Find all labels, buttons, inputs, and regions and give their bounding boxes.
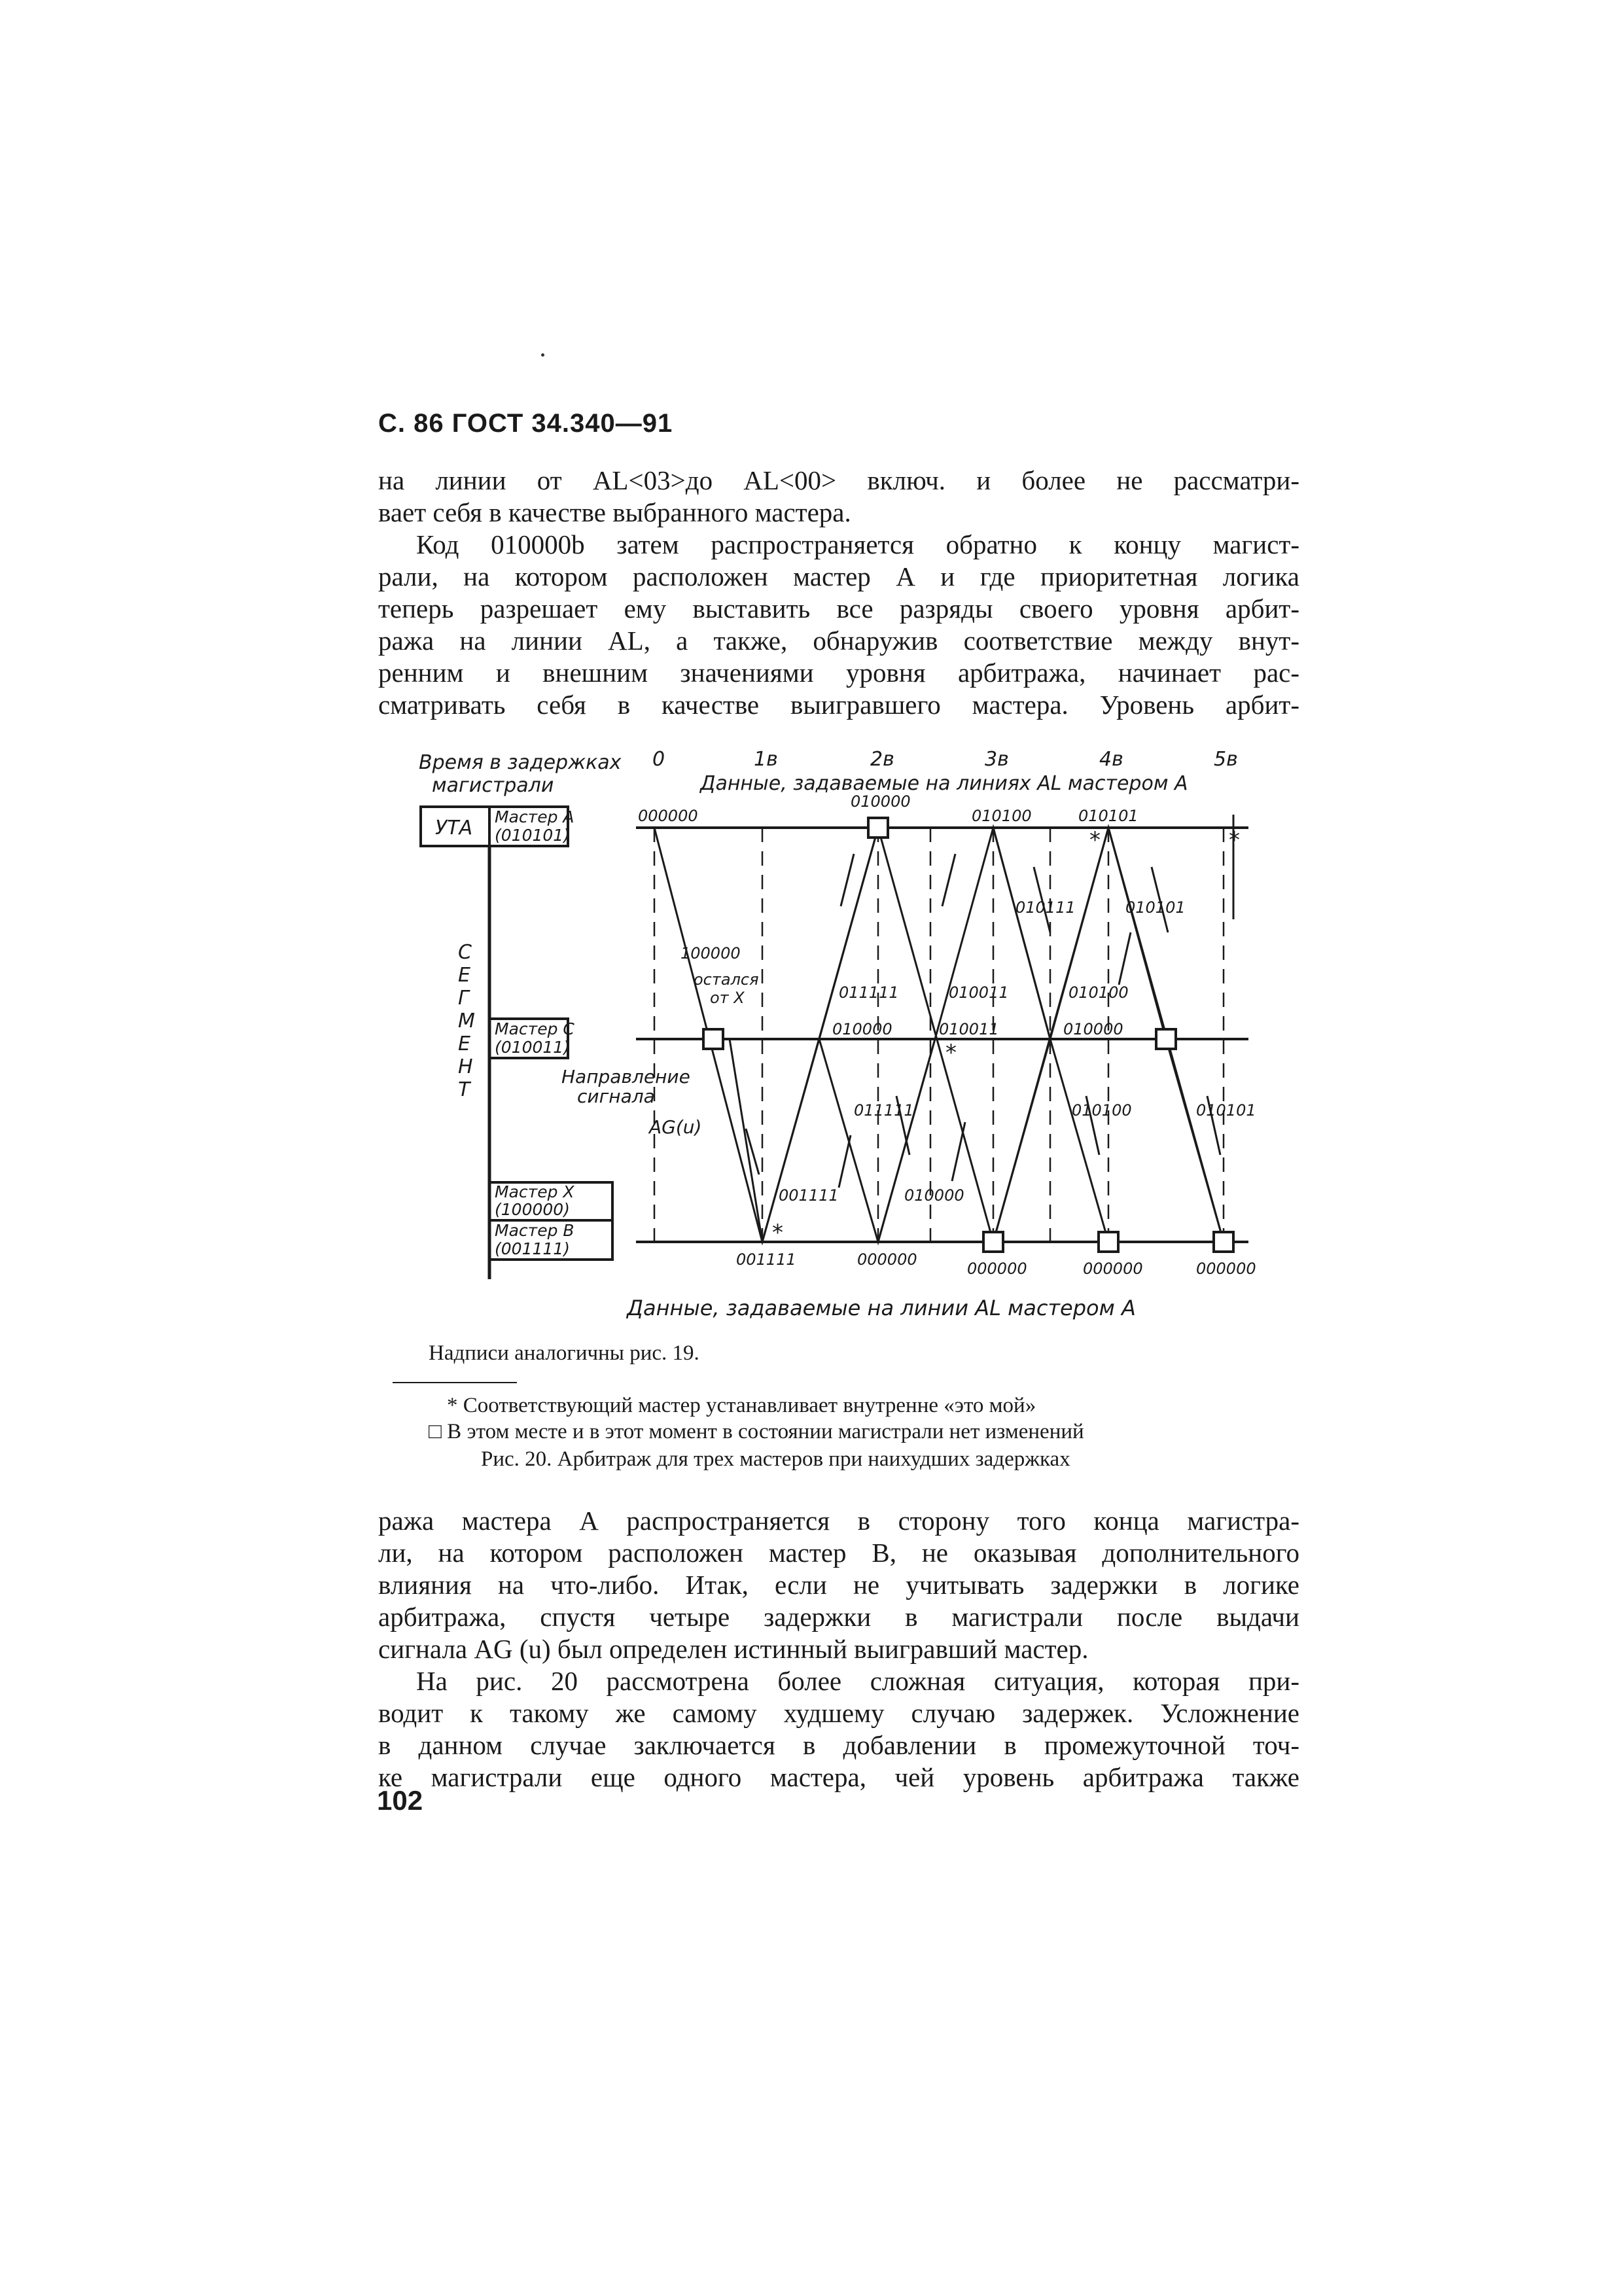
text-line: ража на линии AL, а также, обнаружив соответствие между внут- bbox=[378, 626, 1299, 656]
text-line: водит к такому же самому худшему случаю задержек. Усложнение bbox=[378, 1698, 1299, 1728]
arrow bbox=[952, 1122, 965, 1181]
text-line: на линии от AL<03>до AL<00> включ. и более не рассматри- bbox=[378, 465, 1299, 495]
code-label: 001111 bbox=[736, 1250, 796, 1269]
remained-label: от X bbox=[710, 989, 745, 1007]
direction-label: Направление bbox=[561, 1066, 690, 1087]
text-line: теперь разрешает ему выставить все разряды своего уровня арбит- bbox=[378, 593, 1299, 624]
code-label: 010011 bbox=[939, 1020, 999, 1038]
code-label: 010100 bbox=[1068, 983, 1129, 1002]
footnote-square: □ В этом месте и в этот момент в состоянии магистрали нет изменений bbox=[429, 1420, 1084, 1443]
master-a-name: Мастер A bbox=[495, 807, 574, 826]
text-line: арбитража, спустя четыре задержки в магистрали после выдачи bbox=[378, 1602, 1299, 1632]
text-line: влияния на что-либо. Итак, если не учитывать задержки в логике bbox=[378, 1570, 1299, 1600]
segment-letter: Т bbox=[458, 1078, 470, 1101]
code-label: 010101 bbox=[1125, 898, 1186, 917]
code-label: 010101 bbox=[1196, 1101, 1256, 1120]
segment-letter: Н bbox=[458, 1055, 473, 1078]
footnote-star: * Соответствующий мастер устанавливает внутренне «это мой» bbox=[447, 1394, 1036, 1417]
text-line: ража мастера А распространяется в сторону того конца магистра- bbox=[378, 1506, 1299, 1536]
scan-speck bbox=[541, 353, 544, 357]
signal-path-c bbox=[730, 1039, 762, 1242]
uta-label: УТА bbox=[435, 817, 473, 839]
code-label: 001111 bbox=[779, 1186, 839, 1205]
text-line: сматривать себя в качестве выигравшего мастера. Уровень арбит- bbox=[378, 690, 1299, 720]
text-line: ренним и внешним значениями уровня арбитража, начинает рас- bbox=[378, 658, 1299, 688]
star-marker: * bbox=[945, 1040, 957, 1066]
master-x-name: Мастер X bbox=[495, 1182, 574, 1201]
text-line: ке магистрали еще одного мастера, чей уровень арбитража также bbox=[378, 1762, 1299, 1792]
no-change-square bbox=[1214, 1232, 1233, 1252]
arrow bbox=[839, 1135, 851, 1188]
time-tick: 2в bbox=[870, 748, 894, 771]
footnote-rule bbox=[393, 1382, 517, 1383]
master-c-code: (010011) bbox=[495, 1038, 570, 1057]
bottom-axis-label: Данные, задаваемые на линии AL мастером A bbox=[627, 1296, 1136, 1320]
time-tick: 1в bbox=[754, 748, 778, 771]
code-label: 000000 bbox=[1196, 1260, 1256, 1278]
segment-letter: Г bbox=[458, 987, 469, 1010]
code-label: 010011 bbox=[949, 983, 1009, 1002]
top-axis-label: Данные, задаваемые на линиях AL мастером A bbox=[700, 772, 1188, 795]
no-change-square bbox=[1099, 1232, 1118, 1252]
segment-letter: Е bbox=[458, 964, 470, 987]
star-marker: * bbox=[772, 1220, 783, 1246]
no-change-square bbox=[983, 1232, 1003, 1252]
master-b-code: (001111) bbox=[495, 1239, 570, 1258]
code-label: 011111 bbox=[839, 983, 899, 1002]
master-a-code: (010101) bbox=[495, 826, 570, 845]
code-label: 100000 bbox=[680, 944, 741, 963]
no-change-square bbox=[703, 1029, 723, 1049]
signal-path-c4 bbox=[762, 1039, 819, 1242]
text-line: ли, на котором расположен мастер В, не оказывая дополнительного bbox=[378, 1538, 1299, 1568]
text-line: сигнала AG (u) был определен истинный выигравший мастер. bbox=[378, 1634, 1089, 1664]
code-label: 010000 bbox=[904, 1186, 964, 1205]
time-label: магистрали bbox=[432, 774, 554, 797]
star-marker: * bbox=[1089, 827, 1101, 853]
text-line: вает себя в качестве выбранного мастера. bbox=[378, 497, 851, 527]
text-line: Код 010000b затем распространяется обратно к концу магист- bbox=[416, 529, 1299, 559]
time-tick: 3в bbox=[985, 748, 1009, 771]
code-label: 010000 bbox=[832, 1020, 892, 1038]
code-label: 011111 bbox=[854, 1101, 914, 1120]
code-label: 010111 bbox=[1015, 898, 1076, 917]
paragraph-2 bbox=[378, 529, 1299, 721]
ag-label: AG(u) bbox=[649, 1116, 702, 1138]
code-label: 000000 bbox=[967, 1260, 1027, 1278]
figure-caption: Рис. 20. Арбитраж для трех мастеров при наихудших задержках bbox=[481, 1447, 1070, 1471]
code-label: 010100 bbox=[972, 807, 1032, 825]
code-label: 010000 bbox=[1063, 1020, 1123, 1038]
paragraph-1 bbox=[378, 465, 1299, 529]
direction-label: сигнала bbox=[577, 1086, 655, 1107]
caption-note: Надписи аналогичны рис. 19. bbox=[429, 1341, 699, 1365]
arrow bbox=[942, 854, 955, 906]
code-label: 010100 bbox=[1072, 1101, 1132, 1120]
paragraph-4 bbox=[378, 1665, 1299, 1793]
master-c-name: Мастер С bbox=[495, 1019, 574, 1038]
master-x-code: (100000) bbox=[495, 1200, 570, 1219]
arrow bbox=[1119, 932, 1131, 985]
code-label: 000000 bbox=[638, 807, 698, 825]
page-number: 102 bbox=[377, 1785, 423, 1816]
segment-letter: Е bbox=[458, 1033, 470, 1055]
time-tick: 0 bbox=[652, 748, 665, 771]
text-line: На рис. 20 рассмотрена более сложная ситуация, которая при- bbox=[416, 1666, 1299, 1696]
star-marker: * bbox=[1229, 827, 1240, 853]
time-label: Время в задержках bbox=[419, 751, 622, 774]
signal-path-c6 bbox=[993, 1039, 1050, 1242]
segment-letter: С bbox=[458, 941, 472, 964]
no-change-square bbox=[868, 818, 888, 838]
code-label: 000000 bbox=[1083, 1260, 1143, 1278]
time-tick: 5в bbox=[1214, 748, 1238, 771]
paragraph-3 bbox=[378, 1505, 1299, 1665]
page-header: С. 86 ГОСТ 34.340—91 bbox=[378, 409, 673, 438]
code-label: 010000 bbox=[851, 792, 911, 811]
segment-letter: М bbox=[458, 1010, 475, 1033]
arbitration-timing-diagram bbox=[366, 736, 1282, 1345]
code-label: 000000 bbox=[857, 1250, 917, 1269]
arrow bbox=[841, 854, 854, 906]
text-line: рали, на котором расположен мастер А и где приоритетная логика bbox=[378, 561, 1299, 592]
master-b-name: Мастер В bbox=[495, 1221, 574, 1240]
no-change-square bbox=[1156, 1029, 1176, 1049]
text-line: в данном случае заключается в добавлении в промежуточной точ- bbox=[378, 1730, 1299, 1760]
code-label: 010101 bbox=[1078, 807, 1139, 825]
remained-label: остался bbox=[694, 970, 759, 989]
time-tick: 4в bbox=[1099, 748, 1123, 771]
